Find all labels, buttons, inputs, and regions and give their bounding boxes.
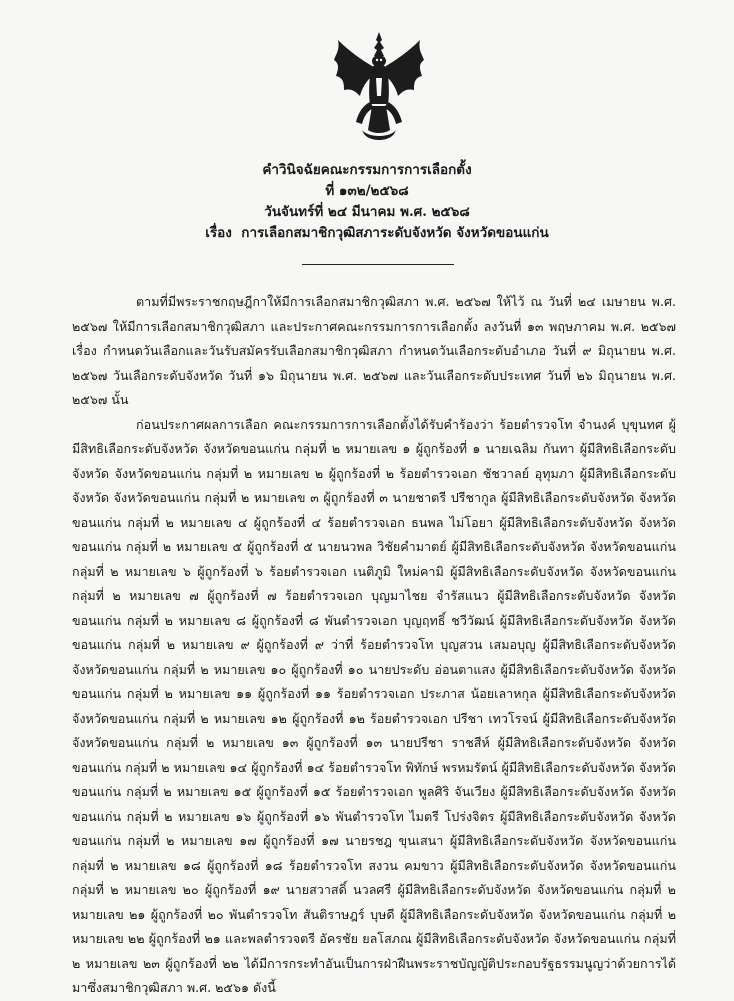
document-subject-line: [0, 223, 734, 244]
document-title: คำวินิจฉัยคณะกรรมการการเลือกตั้ง: [262, 162, 472, 178]
document-header: [0, 160, 734, 244]
garuda-emblem-icon: [332, 30, 426, 142]
document-body: [72, 290, 676, 1001]
subject-label: เรื่อง: [205, 225, 232, 241]
document-date: วันจันทร์ที่ ๒๔ มีนาคม พ.ศ. ๒๕๖๘: [264, 204, 470, 220]
paragraph-2: ก่อนประกาศผลการเลือก คณะกรรมการการเลือกตั้งได้รับคำร้องว่า ร้อยตำรวจโท จำนงค์ บุขุนทศ ผู้มีสิทธิเลือกระดับจังหวัด จังหวัดขอนแก่น กลุ่มที่ ๒ หมายเลข ๑ ผู้ถูกร้องที่ ๑ นายเฉลิม กันทา ผู้มีสิทธิเลือกระดับจังหวัด จังหวัดขอนแก่น กลุ่มที่ ๒ หมายเลข ๒ ผู้ถูกร้องที่ ๒ ร้อยตำรวจเอก ชัชวาลย์ อุทุมภา ผู้มีสิทธิเลือกระดับจังหวัด จังหวัดขอนแก่น กลุ่มที่ ๒ หมายเลข ๓ ผู้ถูกร้องที่ ๓ นายชาตรี ปรีชากูล ผู้มีสิทธิเลือกระดับจังหวัด จังหวัดขอนแก่น กลุ่มที่ ๒ หมายเลข ๔ ผู้ถูกร้องที่ ๔ ร้อยตำรวจเอก ธนพล ไม่โอยา ผู้มีสิทธิเลือกระดับจังหวัด จังหวัดขอนแก่น กลุ่มที่ ๒ หมายเลข ๕ ผู้ถูกร้องที่ ๕ นายนวพล วิชัยคำมาตย์ ผู้มีสิทธิเลือกระดับจังหวัด จังหวัดขอนแก่น กลุ่มที่ ๒ หมายเลข ๖ ผู้ถูกร้องที่ ๖ ร้อยตำรวจเอก เนติภูมิ ใหม่คามิ ผู้มีสิทธิเลือกระดับจังหวัด จังหวัดขอนแก่น กลุ่มที่ ๒ หมายเลข ๗ ผู้ถูกร้องที่ ๗ ร้อยตำรวจเอก บุญมาไชย จำรัสแนว ผู้มีสิทธิเลือกระดับจังหวัด จังหวัดขอนแก่น กลุ่มที่ ๒ หมายเลข ๘ ผู้ถูกร้องที่ ๘ พันตำรวจเอก บุญฤทธิ์ ชวีวัฒน์ ผู้มีสิทธิเลือกระดับจังหวัด จังหวัดขอนแก่น กลุ่มที่ ๒ หมายเลข ๙ ผู้ถูกร้องที่ ๙ ว่าที่ ร้อยตำรวจโท บุญสวน เสมอบุญ ผู้มีสิทธิเลือกระดับจังหวัด จังหวัดขอนแก่น กลุ่มที่ ๒ หมายเลข ๑๐ ผู้ถูกร้องที่ ๑๐ นายประดับ อ่อนตาแสง ผู้มีสิทธิเลือกระดับจังหวัด จังหวัดขอนแก่น กลุ่มที่ ๒ หมายเลข ๑๑ ผู้ถูกร้องที่ ๑๑ ร้อยตำรวจเอก ประภาส น้อยเลาหกุล ผู้มีสิทธิเลือกระดับจังหวัด จังหวัดขอนแก่น กลุ่มที่ ๒ หมายเลข ๑๒ ผู้ถูกร้องที่ ๑๒ ร้อยตำรวจเอก ปรีชา เทวโรจน์ ผู้มีสิทธิเลือกระดับจังหวัด จังหวัดขอนแก่น กลุ่มที่ ๒ หมายเลข ๑๓ ผู้ถูกร้องที่ ๑๓ นายปรีชา ราชสีห์ ผู้มีสิทธิเลือกระดับจังหวัด จังหวัดขอนแก่น กลุ่มที่ ๒ หมายเลข ๑๔ ผู้ถูกร้องที่ ๑๔ ร้อยตำรวจโท พิทักษ์ พรหมรัตน์ ผู้มีสิทธิเลือกระดับจังหวัด จังหวัดขอนแก่น กลุ่มที่ ๒ หมายเลข ๑๕ ผู้ถูกร้องที่ ๑๕ ร้อยตำรวจเอก พูลศิริ จันเวียง ผู้มีสิทธิเลือกระดับจังหวัด จังหวัดขอนแก่น กลุ่มที่ ๒ หมายเลข ๑๖ ผู้ถูกร้องที่ ๑๖ พันตำรวจโท ไมตรี โปร่งจิตร ผู้มีสิทธิเลือกระดับจังหวัด จังหวัดขอนแก่น กลุ่มที่ ๒ หมายเลข ๑๗ ผู้ถูกร้องที่ ๑๗ นายรชฎ ขุนเสนา ผู้มีสิทธิเลือกระดับจังหวัด จังหวัดขอนแก่น กลุ่มที่ ๒ หมายเลข ๑๘ ผู้ถูกร้องที่ ๑๘ ร้อยตำรวจโท สงวน คมขาว ผู้มีสิทธิเลือกระดับจังหวัด จังหวัดขอนแก่น กลุ่มที่ ๒ หมายเลข ๒๐ ผู้ถูกร้องที่ ๑๙ นายสวาสดิ์ นวลศรี ผู้มีสิทธิเลือกระดับจังหวัด จังหวัดขอนแก่น กลุ่มที่ ๒ หมายเลข ๒๑ ผู้ถูกร้องที่ ๒๐ พันตำรวจโท สันติราษฎร์ บุษดี ผู้มีสิทธิเลือกระดับจังหวัด จังหวัดขอนแก่น กลุ่มที่ ๒ หมายเลข ๒๒ ผู้ถูกร้องที่ ๒๑ และพลตำรวจตรี อัครชัย ยลโสภณ ผู้มีสิทธิเลือกระดับจังหวัด จังหวัดขอนแก่น กลุ่มที่ ๒ หมายเลข ๒๓ ผู้ถูกร้องที่ ๒๒ ได้มีการกระทำอันเป็นการฝ่าฝืนพระราชบัญญัติประกอบรัฐธรรมนูญว่าด้วยการได้มาซึ่งสมาชิกวุฒิสภา พ.ศ. ๒๕๖๑ ดังนี้: [72, 416, 676, 995]
header-divider: [302, 264, 454, 265]
document-number: ที่ ๑๓๒/๒๕๖๘: [325, 183, 409, 199]
paragraph-1: ตามที่มีพระราชกฤษฎีกาให้มีการเลือกสมาชิกวุฒิสภา พ.ศ. ๒๕๖๗ ให้ไว้ ณ วันที่ ๒๔ เมษายน พ.ศ. ๒๕๖๗ ให้มีการเลือกสมาชิกวุฒิสภา และประกาศคณะกรรมการการเลือกตั้ง ลงวันที่ ๑๓ พฤษภาคม พ.ศ. ๒๕๖๗ เรื่อง กำหนดวันเลือกและวันรับสมัครรับเลือกสมาชิกวุฒิสภา กำหนดวันเลือกระดับอำเภอ วันที่ ๙ มิถุนายน พ.ศ. ๒๕๖๗ วันเลือกระดับจังหวัด วันที่ ๑๖ มิถุนายน พ.ศ. ๒๕๖๗ และวันเลือกระดับประเทศ วันที่ ๒๖ มิถุนายน พ.ศ. ๒๕๖๗ นั้น: [72, 294, 676, 407]
subject-text: การเลือกสมาชิกวุฒิสภาระดับจังหวัด จังหวัดขอนแก่น: [241, 225, 549, 241]
